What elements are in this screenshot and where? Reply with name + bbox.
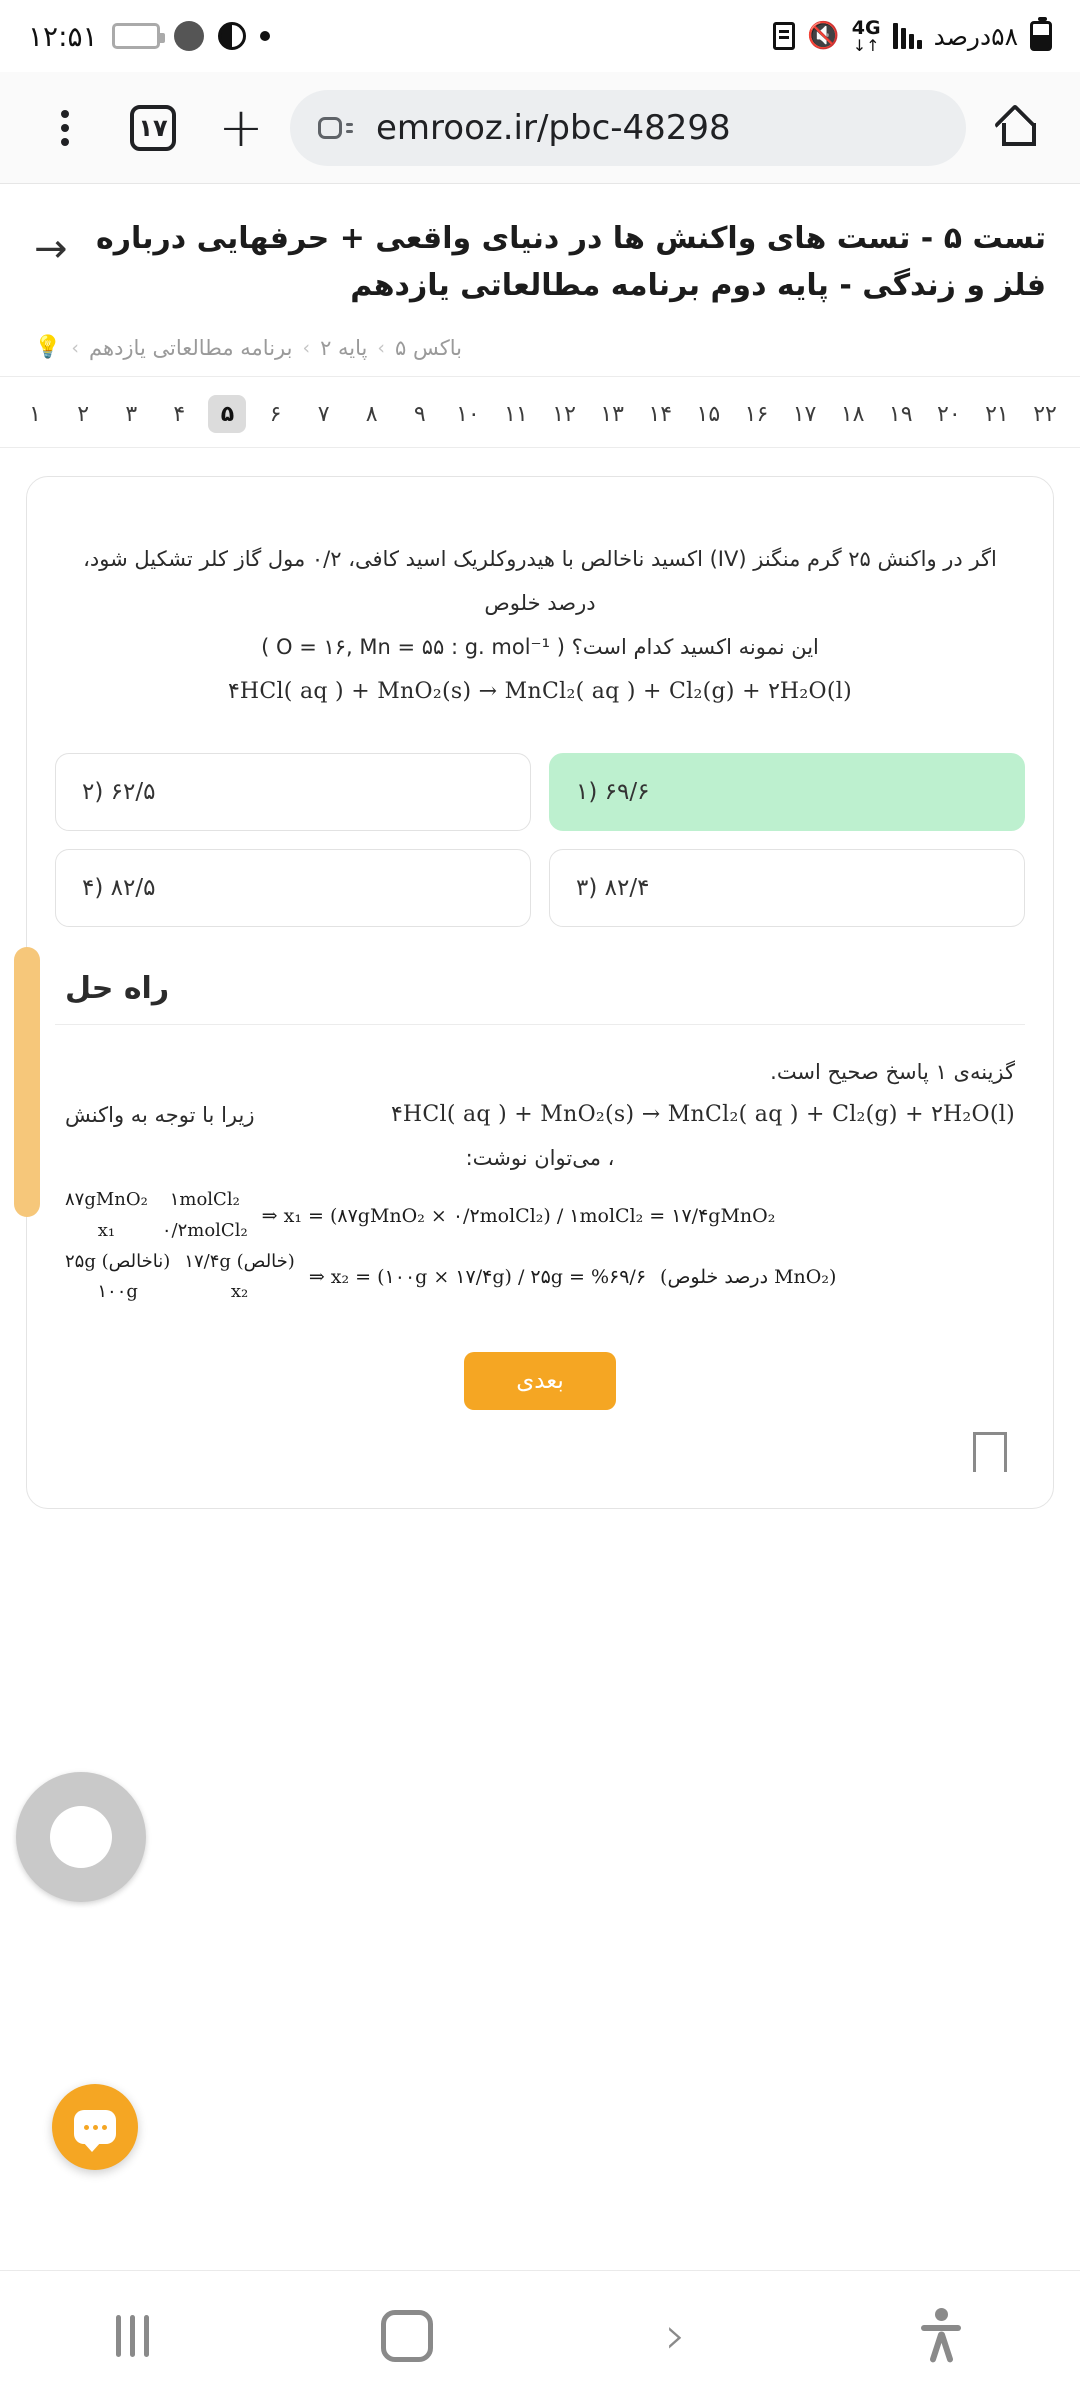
option-0[interactable]: ۶۹/۶ (۱ [549, 753, 1025, 831]
back-arrow-icon[interactable]: → [34, 225, 68, 272]
signal-bars-icon [893, 23, 922, 49]
browser-toolbar [0, 72, 1080, 184]
page-content [0, 184, 1080, 1577]
pager-page-5[interactable]: ۱۷ [792, 401, 817, 427]
plus-icon: + [218, 95, 264, 159]
floating-ring-control[interactable] [16, 1772, 146, 1902]
question-text [55, 511, 1025, 725]
math-row-2 [65, 1247, 1015, 1308]
question-pager [0, 377, 1080, 448]
pager-page-16[interactable]: ۶ [269, 401, 282, 427]
system-navigation-bar [0, 2270, 1080, 2400]
recents-button[interactable] [116, 2315, 149, 2357]
network-4g-icon: 4G ↑↓ [851, 16, 881, 55]
breadcrumb [0, 329, 1080, 377]
pager-page-1[interactable]: ۲۱ [985, 401, 1009, 427]
breadcrumb-separator: › [302, 336, 311, 359]
question-equation: ۴HCl( aq ) + MnO₂(s) → MnCl₂( aq ) + Cl₂(g) + ۲H₂O(l) [228, 679, 852, 705]
pager-page-6[interactable]: ۱۶ [744, 401, 769, 427]
chat-bubble-icon [74, 2110, 116, 2144]
pager-page-18[interactable]: ۴ [173, 401, 186, 427]
content-spacer [0, 1537, 1080, 1577]
status-bar [0, 0, 1080, 72]
breadcrumb-item-0[interactable]: باکس ۵ [395, 335, 462, 360]
math-col-pure: ۱۷/۴g (خالص) x₂ [184, 1250, 295, 1303]
kebab-menu-icon [61, 110, 69, 146]
math-col-impure: ۲۵g (ناخالص) ۱۰۰g [65, 1250, 171, 1303]
menu-button[interactable] [26, 89, 104, 167]
site-settings-icon [318, 115, 358, 141]
new-tab-button[interactable] [202, 89, 280, 167]
solution-heading: راه حل [55, 927, 1025, 1025]
accessibility-button[interactable] [918, 2308, 964, 2364]
solution-body [55, 1025, 1025, 1471]
pager-page-13[interactable]: ۹ [413, 401, 426, 427]
question-line-1: اگر در واکنش ۲۵ گرم منگنز (IV) اکسید ناخالص با هیدروکلریک اسید کافی، ۰/۲ مول گاز کلر تشکیل شود، درصد خلوص [83, 547, 997, 616]
pager-page-3[interactable]: ۱۹ [888, 401, 913, 427]
tab-switcher-button[interactable] [114, 89, 192, 167]
solution-reason-text: زیرا با توجه به واکنش [65, 1103, 255, 1128]
side-tab-handle[interactable] [14, 947, 40, 1217]
note-icon [773, 22, 795, 50]
math-col-mno2: ۸۷gMnO₂ x₁ [65, 1189, 148, 1242]
pager-page-20[interactable]: ۲ [77, 401, 90, 427]
pager-page-4[interactable]: ۱۸ [840, 401, 865, 427]
pager-page-14[interactable]: ۸ [365, 401, 378, 427]
solution-reason-row [65, 1093, 1015, 1137]
record-dot-icon [260, 31, 270, 41]
math-step-2: ⇒ x₂ = (۱۰۰g × ۱۷/۴g) / ۲۵g = %۶۹/۶ [308, 1266, 647, 1289]
pager-page-12[interactable]: ۱۰ [456, 401, 480, 427]
pager-page-0[interactable]: ۲۲ [1033, 401, 1057, 427]
pager-page-10[interactable]: ۱۲ [552, 401, 576, 427]
question-card [26, 476, 1054, 1509]
option-2[interactable]: ۸۲/۴ (۳ [549, 849, 1025, 927]
option-1[interactable]: ۶۲/۵ (۲ [55, 753, 531, 831]
solution-answer-line: گزینه‌ی ۱ پاسخ صحیح است. [770, 1060, 1015, 1085]
pager-page-17[interactable]: ۵ [208, 395, 246, 433]
breadcrumb-separator: › [377, 336, 386, 359]
math-col-cl2: ۱molCl₂ ۰/۲molCl₂ [161, 1189, 248, 1242]
solution-note: ، می‌توان نوشت: [465, 1146, 615, 1171]
dark-mode-icon [218, 22, 246, 50]
option-3[interactable]: ۸۲/۵ (۴ [55, 849, 531, 927]
address-bar[interactable] [290, 90, 966, 166]
back-nav-button[interactable]: › [665, 2305, 686, 2366]
pager-page-15[interactable]: ۷ [317, 401, 330, 427]
circle-icon [174, 21, 204, 51]
breadcrumb-item-2[interactable]: برنامه مطالعاتی یازدهم [89, 335, 293, 360]
battery-icon [112, 23, 160, 49]
solution-math [65, 1185, 1015, 1307]
math-row-1 [65, 1185, 1015, 1246]
lightbulb-icon: 💡 [34, 335, 62, 360]
page-title: تست ۵ - تست های واکنش ها در دنیای واقعی + حرفهایی درباره فلز و زندگی - پایه دوم برنامه مطالعاتی یازدهم [96, 221, 1046, 303]
url-text: emrooz.ir/pbc-48298 [376, 107, 731, 148]
pager-page-2[interactable]: ۲۰ [937, 401, 961, 427]
next-button[interactable]: بعدی [464, 1352, 616, 1410]
status-bar-left [773, 16, 1052, 55]
options-list [55, 753, 1025, 927]
tab-count-label: ۱۷ [130, 105, 176, 151]
next-button-wrap [65, 1352, 1015, 1410]
pager-page-9[interactable]: ۱۳ [600, 401, 624, 427]
home-icon [995, 110, 1035, 146]
status-bar-right [28, 20, 270, 53]
breadcrumb-item-1[interactable]: پایه ۲ [320, 335, 368, 360]
home-nav-button[interactable] [381, 2310, 433, 2362]
breadcrumb-separator: › [71, 336, 80, 359]
chat-support-button[interactable] [52, 2084, 138, 2170]
pager-page-11[interactable]: ۱۱ [504, 401, 528, 427]
pager-page-8[interactable]: ۱۴ [648, 401, 673, 427]
battery-percent-label: ۵۸درصد [933, 21, 1018, 51]
bookmark-icon[interactable] [973, 1432, 1007, 1472]
clock-label: ۱۲:۵۱ [28, 19, 98, 53]
question-line-2: این نمونه اکسید کدام است؟ ( O = ۱۶, Mn = ۵۵ : g. mol⁻¹ ) [261, 635, 819, 660]
pager-page-19[interactable]: ۳ [125, 401, 138, 427]
math-purity-label: (درصد خلوص MnO₂) [660, 1266, 837, 1289]
solution-equation: ۴HCl( aq ) + MnO₂(s) → MnCl₂( aq ) + Cl₂(g) + ۲H₂O(l) [391, 1102, 1015, 1128]
pager-page-7[interactable]: ۱۵ [696, 401, 721, 427]
math-step-1: ⇒ x₁ = (۸۷gMnO₂ × ۰/۲molCl₂) / ۱molCl₂ = ۱۷/۴gMnO₂ [261, 1205, 776, 1228]
page-header [0, 184, 1080, 329]
battery-small-icon [1030, 21, 1052, 51]
home-button[interactable] [976, 89, 1054, 167]
ring-inner [50, 1806, 112, 1868]
pager-page-21[interactable]: ۱ [29, 401, 41, 427]
mute-icon: 🔇 [807, 21, 840, 51]
